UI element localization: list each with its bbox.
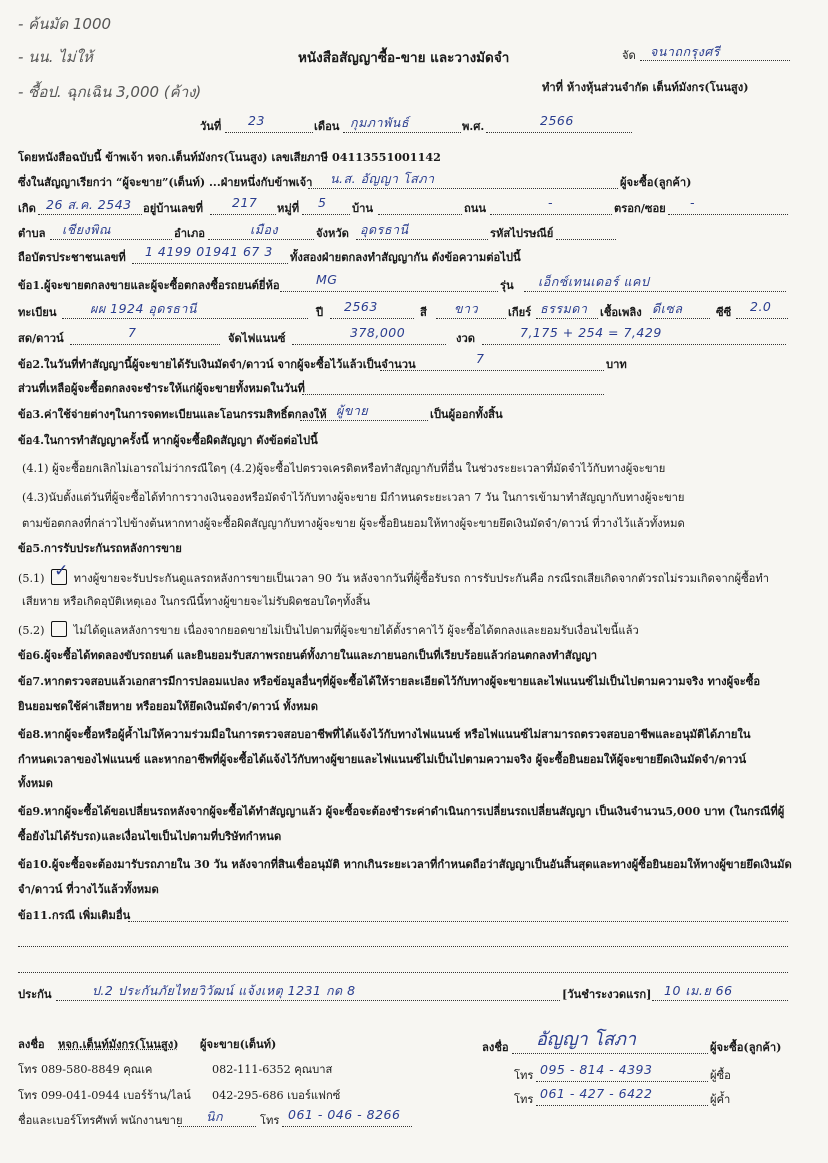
gear-value: ธรรมดา (540, 301, 588, 316)
clause-5: ข้อ5.การรับประกันรถหลังการขาย (18, 541, 182, 555)
seller-sign-label: ลงชื่อ (18, 1037, 45, 1051)
down-label: สด/ดาวน์ (18, 331, 64, 345)
month-value: กุมภาพันธ์ (350, 115, 409, 130)
seller-phone-3: โทร 099-041-0944 เบอร์ร้าน/ไลน์ (18, 1089, 191, 1102)
clause-2b: ส่วนที่เหลือผู้จะซื้อตกลงจะชำระให้แก่ผู้จะขายทั้งหมดในวันที่ (18, 381, 305, 395)
buyer-sign-role: ผู้จะซื้อ(ลูกค้า) (710, 1040, 782, 1054)
house-label: อยู่บ้านเลขที่ (143, 201, 204, 215)
guarantor-role: ผู้ค้ำ (710, 1093, 731, 1106)
installment-value: 7,175 + 254 = 7,429 (520, 325, 662, 340)
clause-8a: ข้อ8.หากผู้จะซื้อหรือผู้ค้ำไม่ให้ความร่วมมือในการตรวจสอบอาชีพที่ได้แจ้งไว้กับทางไฟแนนซ์ หรือไฟแนนซ์ไม่สามารถตรวจสอบอาชีพและอนุมัติได้ภายใน (18, 727, 751, 741)
first-due-label: [วันชำระงวดแรก] (562, 987, 652, 1001)
clause-3-label: ข้อ3.ค่าใช้จ่ายต่างๆในการจดทะเบียนและโอนกรรมสิทธิ์ตกลงให้ (18, 407, 327, 421)
model-label: รุ่น (500, 278, 514, 292)
id-post: ทั้งสองฝ่ายตกลงทำสัญญากัน ดังข้อความต่อไปนี้ (290, 250, 521, 264)
brand-value: MG (316, 272, 338, 287)
buyer-province-label: จังหวัด (316, 226, 349, 240)
clause-10a: ข้อ10.ผู้จะซื้อจะต้องมารับรถภายใน 30 วัน หลังจากที่สินเชื่ออนุมัติ หากเกินระยะเวลาที่กำหนดถือว่าสัญญาเป็นอันสิ้นสุดและทางผู้ซื้อยินยอมให้ทางผู้ขายยึดเงินมัด (18, 857, 792, 871)
clause-5-1-text: ทางผู้ขายจะรับประกันดูแลรถหลังการขายเป็นเวลา 90 วัน หลังจากวันที่ผู้ซื้อรับรถ การรับประกันคือ กรณีรถเสียเกิดจากตัวรถไม่รวมเกิดจากผู้ซื้อทำ (73, 572, 770, 585)
insurance-label: ประกัน (18, 987, 52, 1001)
note-line-1: - ค้นมัด 1000 (18, 15, 112, 33)
fuel-value: ดีเซล (652, 301, 683, 316)
buyer-role-label: ผู้จะซื้อ(ลูกค้า) (620, 175, 692, 189)
seller-fax: 042-295-686 เบอร์แฟกซ์ (212, 1089, 341, 1102)
staff-name: นิก (206, 1109, 224, 1124)
soi-value: - (690, 195, 696, 210)
soi-label: ตรอก/ซอย (614, 201, 666, 215)
car-year-label: ปี (316, 305, 324, 319)
cc-value: 2.0 (750, 299, 772, 314)
year-value: 2566 (540, 113, 574, 128)
id-value: 1 4199 01941 67 3 (145, 244, 273, 259)
plate-label: ทะเบียน (18, 305, 57, 319)
finance-value: 378,000 (350, 325, 406, 340)
clause-9b: ซื้อยังไม่ได้รับรถ)และเงื่อนไขเป็นไปตามที่บริษัทกำหนด (18, 829, 282, 843)
clause-2-value: 7 (476, 351, 485, 366)
seller-role: ผู้จะขาย(เต็นท์) (200, 1037, 277, 1051)
clause-8b: กำหนดเวลาของไฟแนนซ์ และหากอาชีพที่ผู้จะซื้อได้แจ้งไว้กับทางผู้ขายและไฟแนนซ์ไม่เป็นไปตามความจริง ผู้จะซื้อยินยอมให้ผู้จะขายยึดเงินมัดจำ/ดาวน์ (18, 752, 747, 766)
model-value: เอ็กซ์เทนเดอร์ แคป (538, 274, 650, 289)
color-label: สี (420, 305, 427, 319)
down-value: 7 (128, 325, 137, 340)
plate-value: ผผ 1924 อุดรธานี (90, 301, 197, 316)
color-value: ขาว (454, 301, 479, 316)
intro-line-2: ซึ่งในสัญญาเรียกว่า “ผู้จะขาย”(เต็นท์) ...ฝ่ายหนึ่งกับข้าพเจ้า (18, 175, 313, 189)
buyer-sign-label: ลงชื่อ (482, 1040, 509, 1054)
buyer-signature: อัญญา โสภา (536, 1029, 636, 1050)
clause-5-2-number: (5.2) (18, 624, 45, 637)
subdistrict-value: เชียงพิณ (62, 222, 112, 237)
staff-tel-label: โทร (260, 1114, 280, 1127)
house-value: 217 (232, 195, 258, 210)
born-value: 26 ส.ค. 2543 (46, 197, 132, 212)
fuel-label: เชื้อเพลิง (600, 305, 642, 319)
staff-label: ชื่อและเบอร์โทรศัพท์ พนักงานขาย (18, 1114, 183, 1127)
moo-value: 5 (318, 195, 327, 210)
id-label: ถือบัตรประชาชนเลขที่ (18, 250, 126, 264)
first-due-value: 10 เม.ย 66 (664, 983, 733, 998)
born-label: เกิด (18, 201, 36, 215)
clause-1-label: ข้อ1.ผู้จะขายตกลงขายและผู้จะซื้อตกลงซื้อรถยนต์ยี่ห้อ (18, 278, 280, 292)
no-warranty-checkbox[interactable] (51, 621, 67, 637)
subdistrict-label: ตำบล (18, 226, 46, 240)
clause-5-1b: เสียหาย หรือเกิดอุบัติเหตุเอง ในกรณีนี้ทางผู้ขายจะไม่รับผิดชอบใดๆทั้งสิ้น (22, 595, 371, 608)
date-value: 23 (248, 113, 265, 128)
buyer-tel-label: โทร (514, 1069, 534, 1082)
district-label: อำเภอ (174, 226, 205, 240)
moo-label: หมู่ที่ (277, 201, 300, 215)
intro-line-1: โดยหนังสือฉบับนี้ ข้าพเจ้า หจก.เต็นท์มังกร(โนนสูง) เลขเสียภาษี 04113551001142 (18, 150, 441, 164)
road-label: ถนน (464, 201, 487, 215)
made-at: ทำที่ ห้างหุ้นส่วนจำกัด เต็นท์มังกร(โนนสูง) (542, 80, 749, 94)
cc-label: ซีซี (716, 305, 732, 319)
clause-4: ข้อ4.ในการทำสัญญาครั้งนี้ หากผู้จะซื้อผิดสัญญา ดังข้อต่อไปนี้ (18, 433, 318, 447)
gear-label: เกียร์ (508, 305, 532, 319)
clause-7a: ข้อ7.หากตรวจสอบแล้วเอกสารมีการปลอมแปลง หรือข้อมูลอื่นๆที่ผู้จะซื้อได้ให้รายละเอียดไว้กับทางผู้จะขายและไฟแนนซ์ไม่เป็นไปตามความจริง ทางผู้จะซื้อ (18, 674, 761, 688)
clause-7b: ยินยอมชดใช้ค่าเสียหาย หรือยอมให้ยึดเงินมัดจำ/ดาวน์ ทั้งหมด (18, 699, 318, 713)
buyer-tel-role: ผู้ซื้อ (710, 1069, 731, 1082)
clause-4-3a: (4.3)นับตั้งแต่วันที่ผู้จะซื้อได้ทำการวางเงินจองหรือมัดจำไว้กับทางผู้จะขาย มีกำหนดระยะเวลา 7 วัน ในการเข้ามาทำสัญญากับทางผู้จะขาย (22, 491, 685, 504)
clause-11: ข้อ11.กรณี เพิ่มเติมอื่น (18, 908, 131, 922)
clause-4-3b: ตามข้อตกลงที่กล่าวไปข้างต้นหากทางผู้จะซื้อผิดสัญญากับทางผู้จะขาย ผู้จะซื้อยินยอมให้ทางผู้จะขายยึดเงินมัดจำ/ดาวน์ ที่วางไว้แล้วทั้งหมด (22, 517, 685, 530)
month-label: เดือน (314, 119, 340, 133)
document-title: หนังสือสัญญาซื้อ-ขาย และวางมัดจำ (298, 50, 510, 66)
village-label: บ้าน (352, 201, 374, 215)
clause-5-1-line (18, 561, 770, 586)
clause-5-2-line (18, 621, 639, 638)
clause-4-1: (4.1) ผู้จะซื้อยกเลิกไม่เอารถไม่ว่ากรณีใดๆ (4.2)ผู้จะซื้อไปตรวจเครดิตหรือทำสัญญากับที่อื่น ในช่วงระยะเวลาที่มัดจำไว้กับทางผู้จะขาย (22, 462, 666, 475)
seller-name: หจก.เต็นท์มังกร(โนนสูง) (58, 1037, 179, 1051)
finance-label: จัดไฟแนนซ์ (228, 331, 286, 345)
buyer-province-value: อุดรธานี (360, 222, 409, 237)
clause-3-value: ผู้ขาย (336, 403, 369, 418)
guarantor-tel: 061 - 427 - 6422 (540, 1086, 653, 1101)
clause-10b: จำ/ดาวน์ ที่วางไว้แล้วทั้งหมด (18, 882, 159, 896)
clause-5-2-text: ไม่ได้ดูแลหลังการขาย เนื่องจากยอดขายไม่เป็นไปตามที่ผู้จะขายได้ตั้งราคาไว้ ผู้จะซื้อได้ตกลงและยอมรับเงื่อนไขนี้แล้ว (73, 624, 639, 637)
road-value: - (548, 195, 554, 210)
clause-5-1-number: (5.1) (18, 572, 45, 585)
guarantor-tel-label: โทร (514, 1093, 534, 1106)
clause-8c: ทั้งหมด (18, 776, 53, 790)
car-year-value: 2563 (344, 299, 378, 314)
insurance-value: ป.2 ประกันภัยไทยวิวัฒน์ แจ้งเหตุ 1231 กด 8 (92, 983, 356, 998)
seller-phone-1: โทร 089-580-8849 คุณเค (18, 1063, 153, 1076)
clause-9a: ข้อ9.หากผู้จะซื้อได้ขอเปลี่ยนรถหลังจากผู้จะซื้อได้ทำสัญญาแล้ว ผู้จะซื้อจะต้องชำระค่าดำเนินการเปลี่ยนรถเปลี่ยนสัญญา เป็นเงินจำนวน5,000 บาท (ในกรณีที่ผู้ (18, 804, 785, 818)
clause-6: ข้อ6.ผู้จะซื้อได้ทดลองขับรถยนต์ และยินยอมรับสภาพรถยนต์ทั้งภายในและภายนอกเป็นที่เรียบร้อยแล้วก่อนตกลงทำสัญญา (18, 648, 598, 662)
clause-2-unit: บาท (606, 357, 627, 371)
seller-phone-2: 082-111-6352 คุณบาส (212, 1063, 333, 1076)
clause-3-post: เป็นผู้ออกทั้งสิ้น (430, 407, 503, 421)
date-label: วันที่ (200, 119, 222, 133)
year-label: พ.ศ. (462, 119, 485, 133)
staff-tel: 061 - 046 - 8266 (288, 1107, 401, 1122)
buyer-name: น.ส. อัญญา โสภา (330, 171, 435, 186)
postal-label: รหัสไปรษณีย์ (490, 226, 554, 240)
note-line-2: - นน. ไม่ให้ (18, 48, 93, 66)
installment-label: งวด (456, 331, 476, 345)
warranty-checkbox-checked[interactable] (51, 561, 69, 585)
district-value: เมือง (250, 222, 279, 237)
buyer-tel: 095 - 814 - 4393 (540, 1062, 653, 1077)
province-value: จนาถกรุงศรี (650, 44, 720, 59)
check-icon: ✓ (54, 561, 69, 581)
province-label: จัด (622, 49, 636, 62)
clause-2-label: ข้อ2.ในวันที่ทำสัญญานี้ผู้จะขายได้รับเงินมัดจำ/ดาวน์ จากผู้จะซื้อไว้แล้วเป็นจำนวน (18, 357, 416, 371)
note-line-3: - ซื้อป. ฉุกเฉิน 3,000 (ค้าง) (18, 83, 202, 101)
